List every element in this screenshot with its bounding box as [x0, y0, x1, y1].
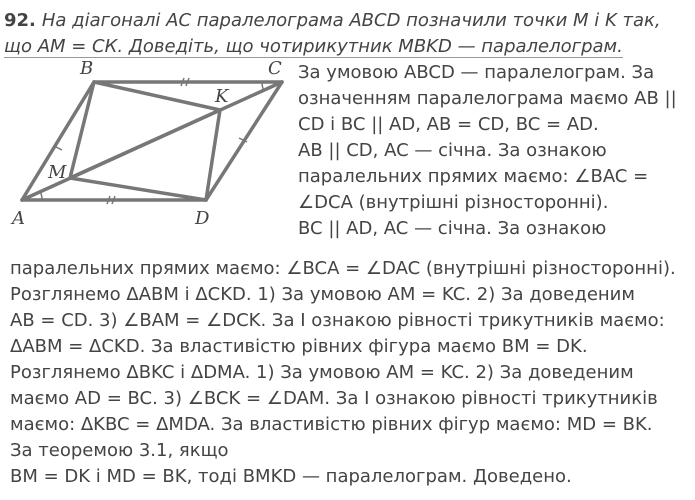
solution-line: ΔABM = ΔCKD. За властивістю рівних фігура маємо BM = DK. [10, 336, 588, 357]
solution-line: CD і BC || AD, AB = CD, BC = AD. [298, 114, 599, 135]
solution-line: паралельних прямих маємо: ∠BCA = ∠DAC (внутрішні різносторонні). [10, 258, 676, 279]
solution-line: AB || CD, AC — січна. За ознакою [298, 140, 607, 161]
parallelogram-figure [8, 54, 298, 230]
solution-full-text [10, 256, 695, 490]
solution-line: BC || AD, AC — січна. За ознакою [298, 218, 607, 239]
solution-line: означенням паралелограма маємо AB || [298, 88, 677, 109]
solution-line: BM = DK і MD = BK, тоді BMKD — паралелограм. Доведено. [10, 466, 572, 487]
vertex-label-d: D [195, 208, 210, 229]
solution-line: Розглянемо ΔABM і ΔCKD. 1) За умовою AM = KC. 2) За доведеним [10, 284, 635, 305]
solution-line: AB = CD. 3) ∠BAM = ∠DCK. За I ознакою рівності трикутників маємо: [10, 310, 665, 331]
segment-bk [94, 82, 220, 110]
problem-number: 92. [4, 10, 36, 31]
vertex-label-c: C [268, 58, 282, 79]
solution-line: маємо: ΔKBC = ΔMDA. За властивістю рівних фігур маємо: MD = BK. [10, 414, 653, 435]
segment-md [70, 178, 206, 200]
point-label-k: K [215, 86, 229, 107]
solution-line: За теоремою 3.1, якщо [10, 440, 229, 461]
segment-bm [70, 82, 94, 178]
problem-statement-line2: що АМ = СК. Доведіть, що чотирикутник MBKD — паралелограм. [4, 36, 623, 57]
vertex-label-a: A [12, 208, 25, 229]
point-label-m: M [48, 162, 67, 183]
problem-statement-line1: На діагоналі АС паралелограма ABCD позначили точки M і K так, [41, 10, 661, 31]
solution-line: Розглянемо ΔBKC і ΔDMA. 1) За умовою AM = KC. 2) За доведеним [10, 362, 634, 383]
vertex-label-b: B [80, 58, 94, 79]
solution-line: маємо AD = BC. 3) ∠BCK = ∠DAM. За I ознакою рівності трикутників [10, 388, 658, 409]
segment-mk [70, 110, 220, 178]
solution-line: За умовою ABCD — паралелограм. За [298, 62, 655, 83]
solution-side-text [298, 60, 693, 242]
solution-line: ∠DCA (внутрішні різносторонні). [298, 192, 609, 213]
solution-line: паралельних прямих маємо: ∠BAC = [298, 166, 649, 187]
problem-header [4, 8, 684, 60]
